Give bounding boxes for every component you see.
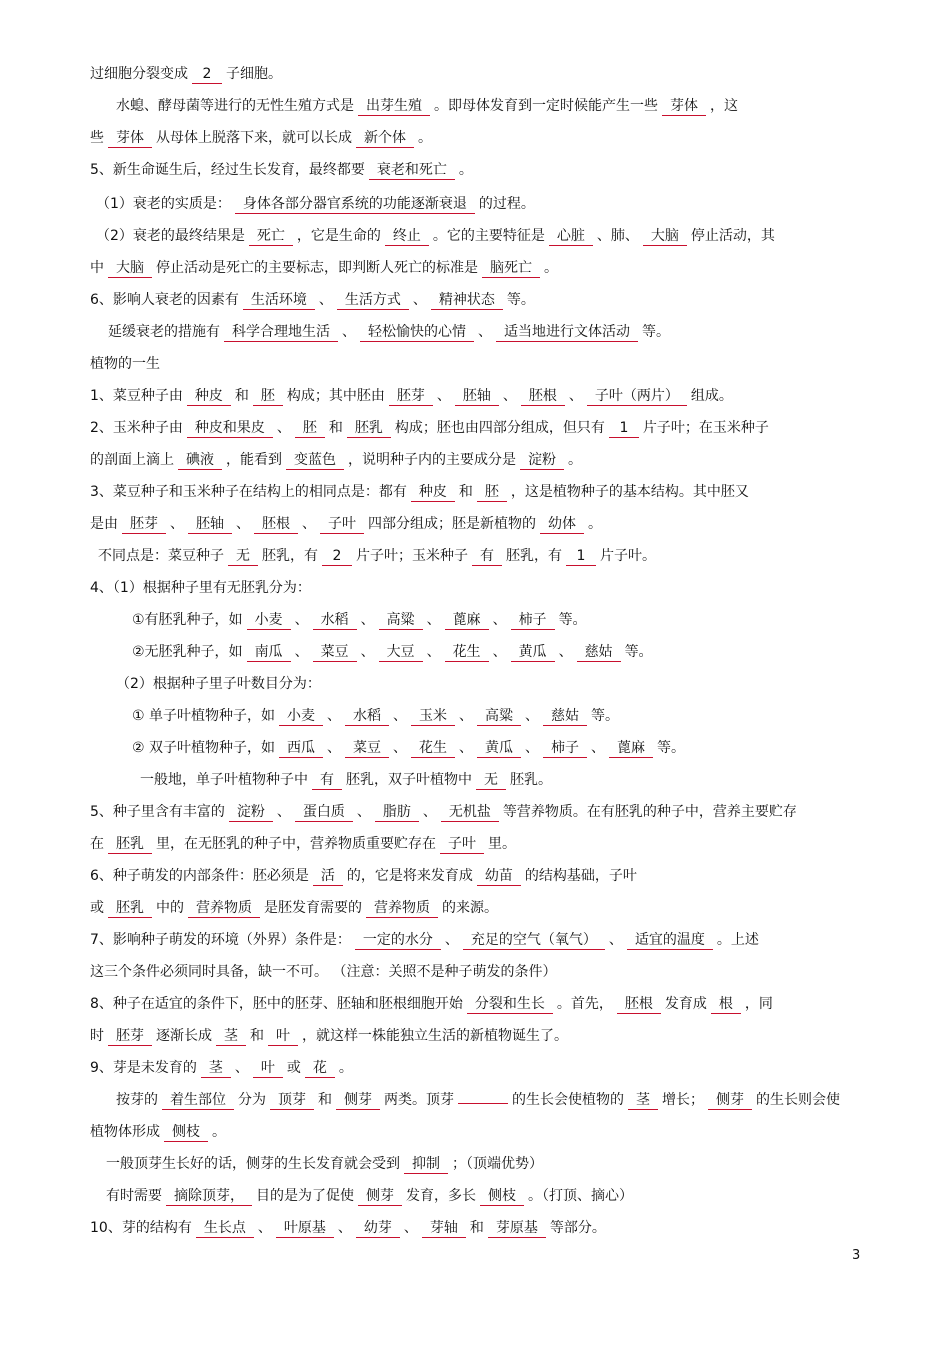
answer-blank: 蓖麻 <box>445 611 489 630</box>
line-text: 这三个条件必须同时具备，缺一不可。 （注意：关照不是种子萌发的条件） <box>90 964 557 980</box>
answer-blank: 幼芽 <box>356 1219 400 1238</box>
line-text: 5、种子里含有丰富的 <box>90 804 225 820</box>
line-text: 里。 <box>488 836 516 852</box>
line-text: 等。 <box>591 708 620 724</box>
line-text: 、肺、 <box>596 228 639 244</box>
line-text: 和 <box>250 1028 264 1044</box>
answer-blank: 南瓜 <box>247 643 291 662</box>
line-text: 、 <box>608 932 623 948</box>
answer-blank: 侧芽 <box>708 1091 752 1110</box>
answer-blank: 胚轴 <box>455 387 499 406</box>
line-text: 、 <box>525 740 540 756</box>
answer-blank: 慈姑 <box>543 707 587 726</box>
text-line <box>90 418 769 438</box>
line-text: 、 <box>426 612 441 628</box>
answer-blank: 西瓜 <box>279 739 323 758</box>
line-text: 、 <box>327 708 342 724</box>
line-text: 。 <box>588 516 602 532</box>
answer-blank: 抑制 <box>404 1155 448 1174</box>
answer-blank: 顶芽 <box>270 1091 314 1110</box>
line-text: 。 <box>568 452 582 468</box>
line-text: 、 <box>525 708 540 724</box>
answer-blank: 大脑 <box>108 259 152 278</box>
line-text: 、 <box>459 708 474 724</box>
line-text: 。它的主要特征是 <box>432 228 545 244</box>
answer-blank: 芽轴 <box>422 1219 466 1238</box>
line-text: 停止活动是死亡的主要标志，即判断人死亡的标准是 <box>156 260 478 276</box>
answer-blank: 水稻 <box>313 611 357 630</box>
answer-blank: 死亡 <box>249 227 293 246</box>
answer-blank: 水稻 <box>345 707 389 726</box>
text-line <box>96 226 775 246</box>
line-text: 里，在无胚乳的种子中，营养物质重要贮存在 <box>156 836 436 852</box>
line-text: 8、种子在适宜的条件下，胚中的胚芽、胚轴和胚根细胞开始 <box>90 996 463 1012</box>
line-text: （2）根据种子里子叶数目分为： <box>116 676 321 692</box>
line-text: 、 <box>257 1220 272 1236</box>
line-text: ，能看到 <box>226 452 282 468</box>
text-line <box>106 1154 543 1174</box>
line-text: 胚乳，有 <box>262 548 318 564</box>
answer-blank: 慈姑 <box>577 643 621 662</box>
answer-blank: 茎 <box>216 1027 246 1046</box>
line-text: 、 <box>502 388 517 404</box>
text-line <box>132 706 619 726</box>
line-text: 构成；胚也由四部分组成，但只有 <box>394 420 605 436</box>
line-text: 、 <box>318 292 333 308</box>
line-text: 、 <box>558 644 573 660</box>
answer-blank: 终止 <box>385 227 429 246</box>
line-text: 延缓衰老的措施有 <box>108 324 220 340</box>
line-text: ；（顶端优势） <box>452 1156 543 1172</box>
line-text: 胚乳。 <box>510 772 552 788</box>
answer-blank: 胚乳 <box>108 899 152 918</box>
text-line <box>90 64 282 84</box>
page-number: 3 <box>852 1248 861 1263</box>
line-text: 等部分。 <box>549 1220 606 1236</box>
line-text: 片子叶；在玉米种子 <box>642 420 769 436</box>
answer-blank: 花生 <box>411 739 455 758</box>
line-text: 9、芽是未发育的 <box>90 1060 197 1076</box>
answer-blank: 大豆 <box>379 643 423 662</box>
text-line <box>140 770 552 790</box>
answer-blank: 小麦 <box>247 611 291 630</box>
text-line <box>90 1058 353 1078</box>
text-line <box>90 834 516 854</box>
text-line <box>106 1186 633 1206</box>
answer-blank: 无 <box>476 771 506 790</box>
line-text: 、 <box>422 804 437 820</box>
answer-blank: 活 <box>313 867 343 886</box>
line-text: （2）衰老的最终结果是 <box>96 228 245 244</box>
text-line <box>116 96 738 116</box>
answer-blank: 菜豆 <box>313 643 357 662</box>
answer-blank: 变蓝色 <box>286 451 344 470</box>
line-text: 发育，多长 <box>406 1188 476 1204</box>
answer-blank: 种皮 <box>411 483 455 502</box>
answer-blank: 侧枝 <box>164 1123 208 1142</box>
answer-blank: 柿子 <box>543 739 587 758</box>
answer-blank: 小麦 <box>279 707 323 726</box>
answer-blank: 子叶 <box>440 835 484 854</box>
answer-blank: 芽体 <box>662 97 706 116</box>
line-text: 7、影响种子萌发的环境（外界）条件是： <box>90 932 351 948</box>
line-text: 。 <box>338 1060 353 1076</box>
line-text: 过细胞分裂变成 <box>90 66 188 82</box>
answer-blank: 侧芽 <box>358 1187 402 1206</box>
line-text: 等。 <box>642 324 670 340</box>
answer-blank: 胚芽 <box>108 1027 152 1046</box>
line-text: 发育成 <box>664 996 707 1012</box>
text-line <box>132 738 685 758</box>
answer-blank: 高粱 <box>477 707 521 726</box>
line-text: 、 <box>393 740 408 756</box>
answer-blank: 子叶（两片） <box>587 387 687 406</box>
answer-blank: 种皮和果皮 <box>187 419 273 438</box>
line-text: 、 <box>492 644 507 660</box>
line-text: 中的 <box>156 900 184 916</box>
line-text: 增长； <box>662 1092 704 1108</box>
answer-blank: 胚根 <box>521 387 565 406</box>
line-text: ，它是生命的 <box>296 228 381 244</box>
line-text: 、 <box>294 644 309 660</box>
line-text: 些 <box>90 130 104 146</box>
answer-blank: 淀粉 <box>229 803 273 822</box>
line-text: 、 <box>360 612 375 628</box>
text-line <box>96 194 535 214</box>
line-text: ①有胚乳种子，如 <box>132 612 243 628</box>
line-text: ②无胚乳种子，如 <box>132 644 243 660</box>
answer-blank: 2 <box>192 65 222 84</box>
line-text: 组成。 <box>690 388 733 404</box>
answer-blank: 茎 <box>628 1091 658 1110</box>
line-text: 构成；其中胚由 <box>286 388 385 404</box>
line-text: 或 <box>90 900 104 916</box>
answer-blank: 生长点 <box>196 1219 254 1238</box>
text-line <box>90 354 160 374</box>
line-text: 和 <box>328 420 343 436</box>
line-text: 不同点是：菜豆种子 <box>98 548 224 564</box>
line-text: 从母体上脱落下来，就可以长成 <box>156 130 352 146</box>
line-text: ，同 <box>744 996 773 1012</box>
answer-blank <box>458 1103 508 1104</box>
line-text: 6、种子萌发的内部条件：胚必须是 <box>90 868 309 884</box>
line-text: 两类。顶芽 <box>384 1092 454 1108</box>
answer-blank: 胚 <box>295 419 325 438</box>
answer-blank: 一定的水分 <box>355 931 441 950</box>
line-text: 、 <box>412 292 427 308</box>
line-text: 4、（1）根据种子里有无胚乳分为： <box>90 580 311 596</box>
answer-blank: 脑死亡 <box>482 259 540 278</box>
answer-blank: 花 <box>305 1059 335 1078</box>
answer-blank: 无 <box>228 547 258 566</box>
line-text: 、 <box>234 1060 249 1076</box>
line-text: 一般顶芽生长好的话，侧芽的生长发育就会受到 <box>106 1156 400 1172</box>
text-line <box>98 546 656 566</box>
answer-blank: 1 <box>566 547 596 566</box>
answer-blank: 身体各部分器官系统的功能逐渐衰退 <box>235 195 475 214</box>
line-text: 是由 <box>90 516 118 532</box>
answer-blank: 营养物质 <box>366 899 438 918</box>
answer-blank: 叶原基 <box>276 1219 334 1238</box>
text-line <box>90 514 602 534</box>
text-line <box>90 1122 226 1142</box>
line-text: 的结构基础，子叶 <box>524 868 637 884</box>
line-text: ① 单子叶植物种子，如 <box>132 708 276 724</box>
answer-blank: 蓖麻 <box>609 739 653 758</box>
answer-blank: 碘液 <box>178 451 222 470</box>
answer-blank: 无机盐 <box>441 803 499 822</box>
text-line <box>90 482 749 502</box>
answer-blank: 适当地进行文体活动 <box>496 323 638 342</box>
line-text: 5、新生命诞生后，经过生长发育，最终都要 <box>90 162 365 178</box>
text-line <box>132 642 653 662</box>
answer-blank: 胚根 <box>617 995 661 1014</box>
line-text: 四部分组成；胚是新植物的 <box>368 516 536 532</box>
answer-blank: 胚 <box>253 387 283 406</box>
line-text: 、 <box>327 740 342 756</box>
text-line <box>90 290 535 310</box>
answer-blank: 芽体 <box>108 129 152 148</box>
answer-blank: 1 <box>609 419 639 438</box>
answer-blank: 胚芽 <box>122 515 166 534</box>
line-text: 片子叶。 <box>600 548 656 564</box>
text-line <box>90 1026 568 1046</box>
line-text: 等营养物质。在有胚乳的种子中，营养主要贮存 <box>502 804 797 820</box>
answer-blank: 花生 <box>445 643 489 662</box>
answer-blank: 胚轴 <box>188 515 232 534</box>
line-text: 的来源。 <box>442 900 498 916</box>
line-text: 。即母体发育到一定时候能产生一些 <box>434 98 658 114</box>
line-text: 在 <box>90 836 104 852</box>
text-line <box>132 610 587 630</box>
answer-blank: 菜豆 <box>345 739 389 758</box>
line-text: 、 <box>459 740 474 756</box>
line-text: 的过程。 <box>478 196 535 212</box>
text-line <box>90 1218 606 1238</box>
answer-blank: 脂肪 <box>375 803 419 822</box>
answer-blank: 科学合理地生活 <box>224 323 338 342</box>
text-line <box>90 258 558 278</box>
line-text: 等。 <box>558 612 587 628</box>
answer-blank: 叶 <box>268 1027 298 1046</box>
line-text: 、 <box>492 612 507 628</box>
answer-blank: 胚根 <box>254 515 298 534</box>
line-text: 、 <box>170 516 184 532</box>
answer-blank: 有 <box>472 547 502 566</box>
line-text: 胚乳，有 <box>506 548 562 564</box>
line-text: 逐渐长成 <box>156 1028 212 1044</box>
text-line <box>90 898 498 918</box>
line-text: 。首先， <box>556 996 613 1012</box>
line-text: ，这是植物种子的基本结构。其中胚又 <box>510 484 749 500</box>
answer-blank: 出芽生殖 <box>358 97 430 116</box>
line-text: 的生长则会使 <box>756 1092 840 1108</box>
line-text: 的剖面上滴上 <box>90 452 174 468</box>
text-line <box>90 994 773 1014</box>
answer-blank: 高粱 <box>379 611 423 630</box>
answer-blank: 茎 <box>201 1059 231 1078</box>
line-text: （1）衰老的实质是： <box>96 196 231 212</box>
line-text: 片子叶；玉米种子 <box>356 548 468 564</box>
answer-blank: 心脏 <box>549 227 593 246</box>
line-text: 目的是为了促使 <box>256 1188 354 1204</box>
line-text: 、 <box>568 388 583 404</box>
line-text: 有时需要 <box>106 1188 162 1204</box>
line-text: 植物的一生 <box>90 356 160 372</box>
answer-blank: 侧枝 <box>480 1187 524 1206</box>
answer-blank: 衰老和死亡 <box>369 161 455 180</box>
answer-blank: 幼体 <box>540 515 584 534</box>
line-text: 时 <box>90 1028 104 1044</box>
line-text: 10、芽的结构有 <box>90 1220 192 1236</box>
answer-blank: 胚 <box>477 483 507 502</box>
text-line <box>90 386 733 406</box>
line-text: 等。 <box>624 644 653 660</box>
line-text: 、 <box>276 420 291 436</box>
line-text: 或 <box>286 1060 301 1076</box>
answer-blank: 胚芽 <box>389 387 433 406</box>
text-line <box>90 578 311 598</box>
answer-blank: 叶 <box>253 1059 283 1078</box>
line-text: 胚乳，双子叶植物中 <box>346 772 472 788</box>
line-text: ，就这样一株能独立生活的新植物诞生了。 <box>302 1028 568 1044</box>
line-text: 、 <box>393 708 408 724</box>
line-text: 1、菜豆种子由 <box>90 388 183 404</box>
answer-blank: 玉米 <box>411 707 455 726</box>
answer-blank: 种皮 <box>187 387 231 406</box>
line-text: 一般地，单子叶植物种子中 <box>140 772 308 788</box>
line-text: 、 <box>337 1220 352 1236</box>
line-text: 、 <box>591 740 606 756</box>
line-text: 停止活动，其 <box>690 228 775 244</box>
answer-blank: 分裂和生长 <box>467 995 553 1014</box>
line-text: 、 <box>426 644 441 660</box>
answer-blank: 生活环境 <box>243 291 315 310</box>
answer-blank: 新个体 <box>356 129 414 148</box>
line-text: 的生长会使植物的 <box>512 1092 624 1108</box>
answer-blank: 2 <box>322 547 352 566</box>
answer-blank: 淀粉 <box>520 451 564 470</box>
line-text: 子细胞。 <box>226 66 282 82</box>
line-text: 植物体形成 <box>90 1124 160 1140</box>
text-line <box>90 802 797 822</box>
line-text: 、 <box>356 804 371 820</box>
line-text: 。 <box>544 260 558 276</box>
line-text: 、 <box>444 932 459 948</box>
line-text: 。 <box>458 162 473 178</box>
answer-blank: 充足的空气（氧气） <box>463 931 605 950</box>
line-text: 。 <box>418 130 432 146</box>
line-text: 。 <box>212 1124 226 1140</box>
line-text: 和 <box>458 484 473 500</box>
line-text: 按芽的 <box>116 1092 158 1108</box>
answer-blank: 有 <box>312 771 342 790</box>
line-text: 的，它是将来发育成 <box>346 868 473 884</box>
line-text: 、 <box>403 1220 418 1236</box>
line-text: ，说明种子内的主要成分是 <box>348 452 516 468</box>
answer-blank: 蛋白质 <box>295 803 353 822</box>
answer-blank: 侧芽 <box>336 1091 380 1110</box>
text-line <box>90 930 759 950</box>
text-line <box>108 322 670 342</box>
text-line <box>90 962 556 982</box>
line-text: 水螅、酵母菌等进行的无性生殖方式是 <box>116 98 354 114</box>
line-text: 。上述 <box>716 932 759 948</box>
text-line <box>90 128 432 148</box>
line-text: 是胚发育需要的 <box>264 900 362 916</box>
line-text: 6、影响人衰老的因素有 <box>90 292 239 308</box>
line-text: 、 <box>360 644 375 660</box>
answer-blank: 芽原基 <box>488 1219 546 1238</box>
answer-blank: 营养物质 <box>188 899 260 918</box>
text-line <box>116 1090 840 1110</box>
line-text: 等。 <box>657 740 686 756</box>
answer-blank: 胚乳 <box>108 835 152 854</box>
line-text: 。（打顶、摘心） <box>528 1188 633 1204</box>
line-text: 、 <box>294 612 309 628</box>
answer-blank: 适宜的温度 <box>627 931 713 950</box>
line-text: 、 <box>236 516 250 532</box>
line-text: 、 <box>342 324 356 340</box>
answer-blank: 柿子 <box>511 611 555 630</box>
text-line <box>116 674 321 694</box>
line-text: 、 <box>276 804 291 820</box>
answer-blank: 幼苗 <box>477 867 521 886</box>
line-text: 分为 <box>238 1092 266 1108</box>
text-line <box>90 866 637 886</box>
answer-blank: 精神状态 <box>431 291 503 310</box>
answer-blank: 黄瓜 <box>477 739 521 758</box>
line-text: 和 <box>469 1220 484 1236</box>
line-text: 、 <box>436 388 451 404</box>
line-text: ② 双子叶植物种子，如 <box>132 740 276 756</box>
answer-blank: 大脑 <box>643 227 687 246</box>
line-text: 等。 <box>506 292 535 308</box>
line-text: 2、玉米种子由 <box>90 420 183 436</box>
line-text: 和 <box>234 388 249 404</box>
line-text: 3、菜豆种子和玉米种子在结构上的相同点是：都有 <box>90 484 407 500</box>
line-text: 和 <box>318 1092 332 1108</box>
text-line <box>90 450 582 470</box>
answer-blank: 着生部位 <box>162 1091 234 1110</box>
answer-blank: 生活方式 <box>337 291 409 310</box>
line-text: 、 <box>302 516 316 532</box>
text-line <box>90 160 473 180</box>
line-text: ，这 <box>710 98 738 114</box>
line-text: 、 <box>478 324 492 340</box>
answer-blank: 胚乳 <box>347 419 391 438</box>
answer-blank: 黄瓜 <box>511 643 555 662</box>
answer-blank: 轻松愉快的心情 <box>360 323 474 342</box>
line-text: 中 <box>90 260 104 276</box>
answer-blank: 摘除顶芽， <box>166 1187 252 1206</box>
answer-blank: 根 <box>711 995 741 1014</box>
answer-blank: 子叶 <box>320 515 364 534</box>
